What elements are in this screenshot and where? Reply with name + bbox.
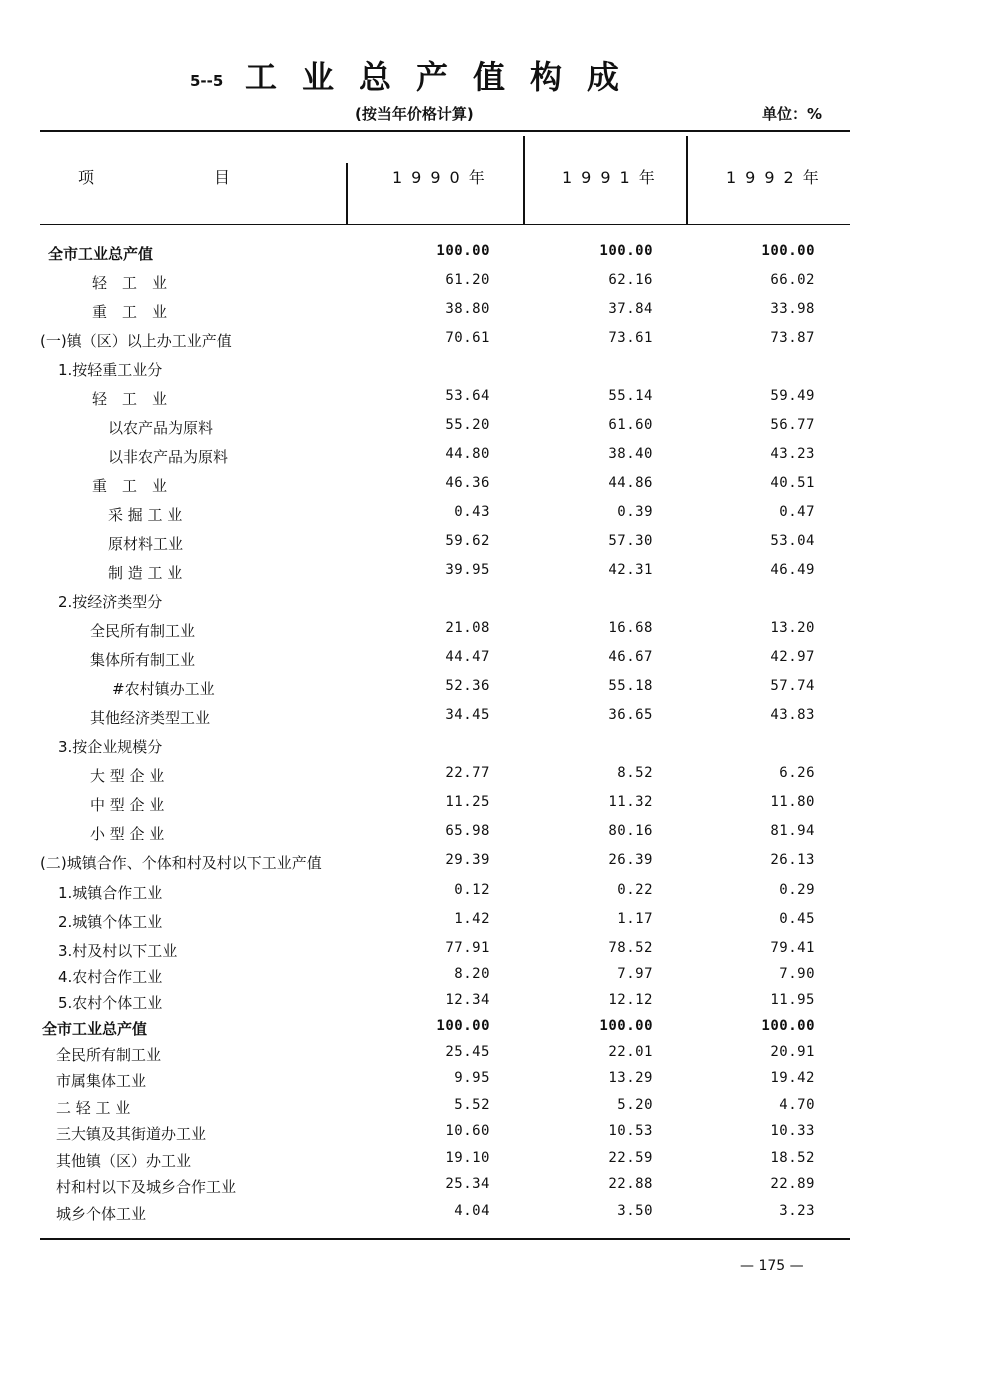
table-bottom-rule — [40, 1238, 850, 1240]
table-row — [0, 794, 1000, 820]
cell-v1: 77.91 — [445, 940, 490, 956]
table-row — [0, 1044, 1000, 1070]
cell-v2: 80.16 — [608, 823, 653, 839]
cell-v3: 53.04 — [770, 533, 815, 549]
row-label: 大 型 企 业 — [90, 767, 165, 785]
table-row — [0, 1176, 1000, 1202]
cell-v3: 4.70 — [779, 1097, 815, 1113]
row-label: 2.按经济类型分 — [58, 593, 163, 611]
cell-v2: 0.39 — [617, 504, 653, 520]
row-label: 集体所有制工业 — [90, 651, 196, 669]
row-label: 4.农村合作工业 — [58, 968, 163, 986]
table-row — [0, 1150, 1000, 1176]
table-row — [0, 736, 1000, 762]
row-label: (一)镇（区）以上办工业产值 — [40, 332, 232, 350]
cell-v1: 52.36 — [445, 678, 490, 694]
cell-v2: 11.32 — [608, 794, 653, 810]
cell-v1: 8.20 — [454, 966, 490, 982]
table-row — [0, 562, 1000, 588]
header-year-1991: 1991年 — [562, 168, 664, 187]
row-label: 采 掘 工 业 — [108, 506, 183, 524]
cell-v1: 12.34 — [445, 992, 490, 1008]
cell-v3: 57.74 — [770, 678, 815, 694]
cell-v3: 100.00 — [761, 243, 815, 259]
cell-v2: 16.68 — [608, 620, 653, 636]
row-label: 2.城镇个体工业 — [58, 913, 163, 931]
cell-v3: 33.98 — [770, 301, 815, 317]
table-row — [0, 1123, 1000, 1149]
row-label: 全市工业总产值 — [42, 1020, 148, 1038]
cell-v3: 43.23 — [770, 446, 815, 462]
cell-v2: 0.22 — [617, 882, 653, 898]
cell-v3: 7.90 — [779, 966, 815, 982]
cell-v2: 12.12 — [608, 992, 653, 1008]
header-item: 项 — [78, 168, 95, 187]
row-label: #农村镇办工业 — [112, 680, 215, 698]
cell-v1: 39.95 — [445, 562, 490, 578]
cell-v1: 0.43 — [454, 504, 490, 520]
cell-v2: 36.65 — [608, 707, 653, 723]
header-bottom-rule — [40, 224, 850, 225]
table-top-rule — [40, 130, 850, 132]
table-row — [0, 678, 1000, 704]
table-row — [0, 1070, 1000, 1096]
cell-v2: 38.40 — [608, 446, 653, 462]
table-row — [0, 1097, 1000, 1123]
cell-v3: 46.49 — [770, 562, 815, 578]
table-row — [0, 1018, 1000, 1044]
table-row — [0, 911, 1000, 937]
table-row — [0, 301, 1000, 327]
cell-v3: 19.42 — [770, 1070, 815, 1086]
cell-v1: 21.08 — [445, 620, 490, 636]
cell-v1: 55.20 — [445, 417, 490, 433]
cell-v2: 13.29 — [608, 1070, 653, 1086]
row-label: 全市工业总产值 — [48, 245, 154, 263]
row-label: 轻 工 业 — [92, 390, 168, 408]
table-row — [0, 359, 1000, 385]
cell-v1: 70.61 — [445, 330, 490, 346]
table-row — [0, 533, 1000, 559]
row-label: 二 轻 工 业 — [56, 1099, 131, 1117]
cell-v2: 10.53 — [608, 1123, 653, 1139]
table-row — [0, 475, 1000, 501]
cell-v1: 44.80 — [445, 446, 490, 462]
row-label: 三大镇及其街道办工业 — [56, 1125, 207, 1143]
cell-v3: 43.83 — [770, 707, 815, 723]
table-row — [0, 620, 1000, 646]
row-label: 其他经济类型工业 — [90, 709, 211, 727]
cell-v1: 19.10 — [445, 1150, 490, 1166]
header-year-1992: 1992年 — [726, 168, 828, 187]
cell-v1: 10.60 — [445, 1123, 490, 1139]
table-row — [0, 940, 1000, 966]
row-label: 以非农产品为原料 — [108, 448, 229, 466]
row-label: 1.按轻重工业分 — [58, 361, 163, 379]
row-label: (二)城镇合作、个体和村及村以下工业产值 — [40, 854, 322, 872]
table-row — [0, 417, 1000, 443]
cell-v1: 5.52 — [454, 1097, 490, 1113]
cell-v3: 0.29 — [779, 882, 815, 898]
cell-v1: 61.20 — [445, 272, 490, 288]
row-label: 中 型 企 业 — [90, 796, 165, 814]
row-label: 市属集体工业 — [56, 1072, 147, 1090]
cell-v1: 1.42 — [454, 911, 490, 927]
table-row — [0, 504, 1000, 530]
column-divider — [686, 136, 688, 225]
table-row — [0, 446, 1000, 472]
row-label: 全民所有制工业 — [56, 1046, 162, 1064]
column-divider — [523, 136, 525, 225]
table-row — [0, 823, 1000, 849]
cell-v1: 9.95 — [454, 1070, 490, 1086]
cell-v2: 44.86 — [608, 475, 653, 491]
cell-v1: 11.25 — [445, 794, 490, 810]
cell-v2: 8.52 — [617, 765, 653, 781]
cell-v2: 1.17 — [617, 911, 653, 927]
cell-v3: 11.95 — [770, 992, 815, 1008]
cell-v1: 34.45 — [445, 707, 490, 723]
cell-v2: 100.00 — [599, 1018, 653, 1034]
table-row — [0, 992, 1000, 1018]
table-row — [0, 243, 1000, 269]
cell-v3: 81.94 — [770, 823, 815, 839]
table-row — [0, 649, 1000, 675]
cell-v3: 73.87 — [770, 330, 815, 346]
cell-v1: 100.00 — [436, 1018, 490, 1034]
row-label: 村和村以下及城乡合作工业 — [56, 1178, 237, 1196]
cell-v2: 7.97 — [617, 966, 653, 982]
table-row — [0, 882, 1000, 908]
table-row — [0, 330, 1000, 356]
cell-v2: 22.01 — [608, 1044, 653, 1060]
cell-v1: 44.47 — [445, 649, 490, 665]
cell-v1: 4.04 — [454, 1203, 490, 1219]
row-label: 1.城镇合作工业 — [58, 884, 163, 902]
cell-v3: 59.49 — [770, 388, 815, 404]
row-label: 3.村及村以下工业 — [58, 942, 178, 960]
row-label: 其他镇（区）办工业 — [56, 1152, 192, 1170]
cell-v1: 25.34 — [445, 1176, 490, 1192]
table-row — [0, 388, 1000, 414]
table-row — [0, 591, 1000, 617]
cell-v2: 61.60 — [608, 417, 653, 433]
cell-v2: 3.50 — [617, 1203, 653, 1219]
cell-v3: 42.97 — [770, 649, 815, 665]
row-label: 轻 工 业 — [92, 274, 168, 292]
cell-v3: 6.26 — [779, 765, 815, 781]
header-item: 目 — [214, 168, 231, 187]
cell-v3: 10.33 — [770, 1123, 815, 1139]
subtitle: (按当年价格计算) — [355, 105, 474, 123]
cell-v3: 3.23 — [779, 1203, 815, 1219]
header-year-1990: 1990年 — [392, 168, 494, 187]
row-label: 3.按企业规模分 — [58, 738, 163, 756]
table-row — [0, 1203, 1000, 1229]
cell-v3: 0.45 — [779, 911, 815, 927]
cell-v2: 5.20 — [617, 1097, 653, 1113]
cell-v2: 26.39 — [608, 852, 653, 868]
cell-v2: 78.52 — [608, 940, 653, 956]
cell-v3: 22.89 — [770, 1176, 815, 1192]
row-label: 重 工 业 — [92, 477, 168, 495]
cell-v1: 59.62 — [445, 533, 490, 549]
cell-v1: 100.00 — [436, 243, 490, 259]
cell-v3: 40.51 — [770, 475, 815, 491]
cell-v2: 55.14 — [608, 388, 653, 404]
page-number: — 175 — — [740, 1258, 804, 1274]
table-row — [0, 966, 1000, 992]
column-divider — [346, 163, 348, 225]
row-label: 原材料工业 — [108, 535, 184, 553]
cell-v2: 42.31 — [608, 562, 653, 578]
cell-v2: 55.18 — [608, 678, 653, 694]
table-row — [0, 707, 1000, 733]
cell-v3: 100.00 — [761, 1018, 815, 1034]
cell-v3: 56.77 — [770, 417, 815, 433]
cell-v2: 37.84 — [608, 301, 653, 317]
cell-v1: 53.64 — [445, 388, 490, 404]
cell-v1: 38.80 — [445, 301, 490, 317]
table-row — [0, 765, 1000, 791]
cell-v3: 13.20 — [770, 620, 815, 636]
cell-v1: 29.39 — [445, 852, 490, 868]
row-label: 制 造 工 业 — [108, 564, 183, 582]
row-label: 全民所有制工业 — [90, 622, 196, 640]
cell-v2: 100.00 — [599, 243, 653, 259]
row-label: 小 型 企 业 — [90, 825, 165, 843]
cell-v3: 11.80 — [770, 794, 815, 810]
cell-v3: 79.41 — [770, 940, 815, 956]
cell-v3: 66.02 — [770, 272, 815, 288]
cell-v1: 0.12 — [454, 882, 490, 898]
cell-v2: 73.61 — [608, 330, 653, 346]
table-row — [0, 852, 1000, 878]
title-number: 5--5 — [190, 72, 224, 90]
row-label: 城乡个体工业 — [56, 1205, 147, 1223]
cell-v3: 18.52 — [770, 1150, 815, 1166]
cell-v2: 57.30 — [608, 533, 653, 549]
row-label: 以农产品为原料 — [108, 419, 214, 437]
cell-v2: 46.67 — [608, 649, 653, 665]
cell-v3: 0.47 — [779, 504, 815, 520]
cell-v1: 46.36 — [445, 475, 490, 491]
cell-v3: 26.13 — [770, 852, 815, 868]
cell-v2: 22.88 — [608, 1176, 653, 1192]
page-title: 工业总产值构成 — [245, 58, 645, 96]
row-label: 重 工 业 — [92, 303, 168, 321]
cell-v3: 20.91 — [770, 1044, 815, 1060]
cell-v2: 62.16 — [608, 272, 653, 288]
unit-label: 单位：% — [762, 105, 823, 123]
row-label: 5.农村个体工业 — [58, 994, 163, 1012]
cell-v1: 65.98 — [445, 823, 490, 839]
cell-v2: 22.59 — [608, 1150, 653, 1166]
cell-v1: 22.77 — [445, 765, 490, 781]
table-row — [0, 272, 1000, 298]
cell-v1: 25.45 — [445, 1044, 490, 1060]
